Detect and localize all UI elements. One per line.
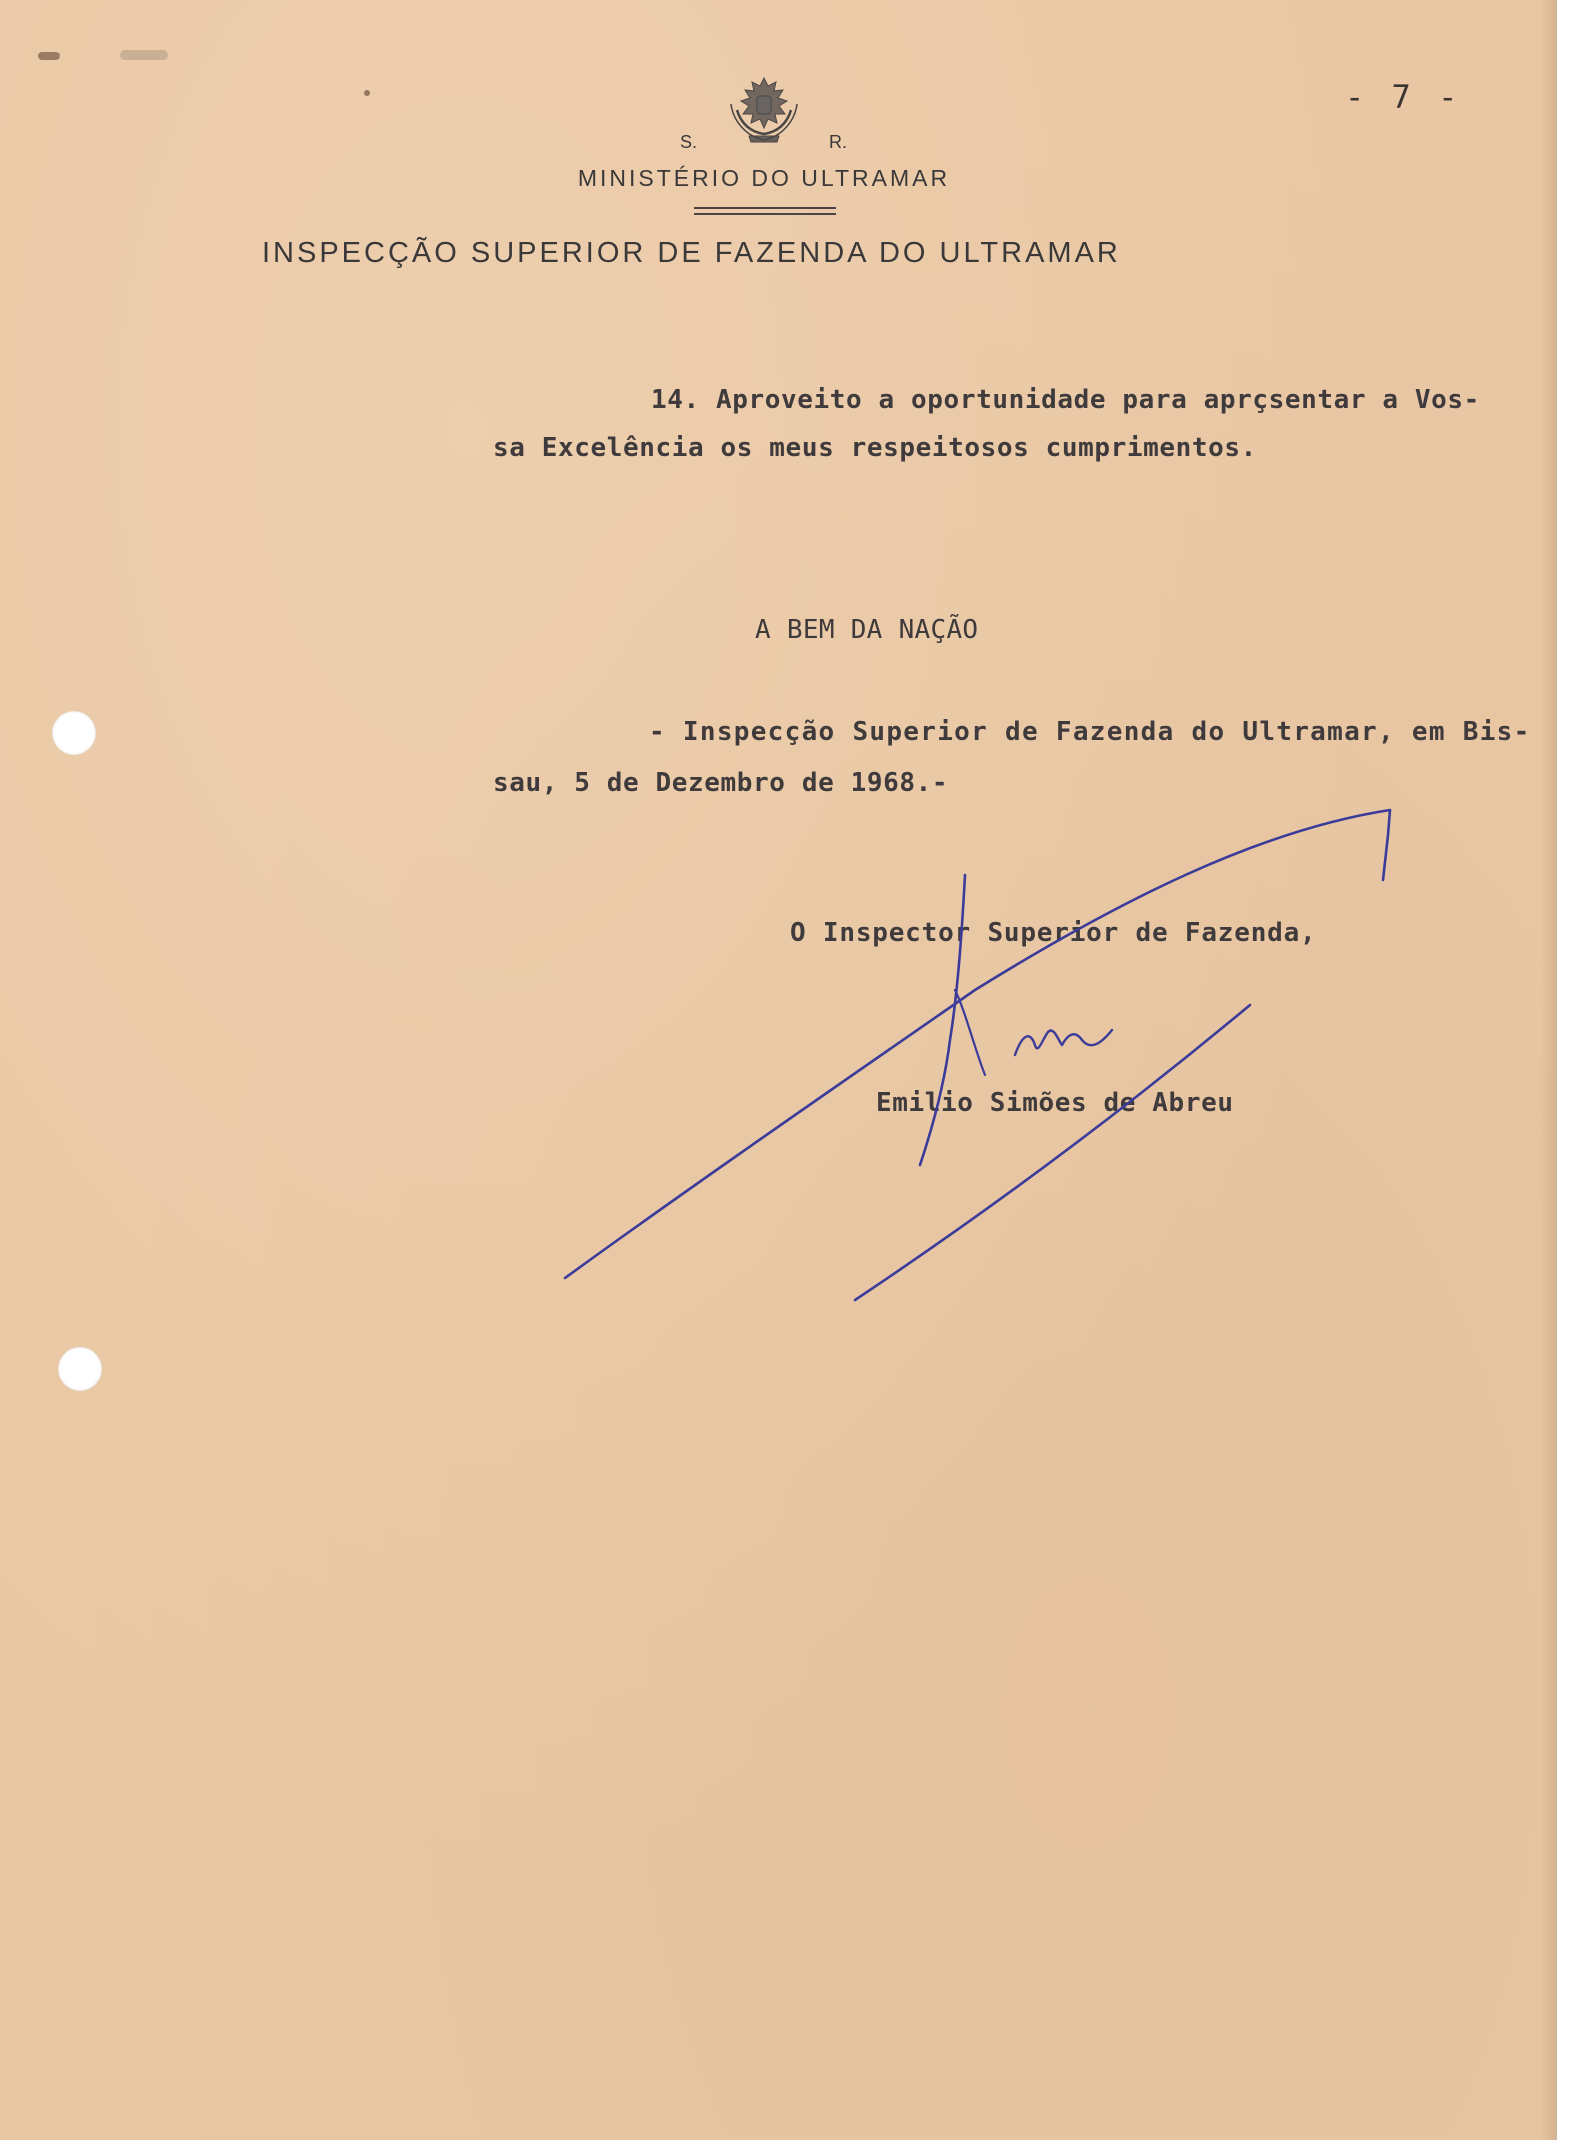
signer-name: Emilio Simões de Abreu <box>876 1088 1234 1118</box>
page-edge-shadow <box>1540 0 1555 2140</box>
place-date-line-2: sau, 5 de Dezembro de 1968.- <box>493 768 949 798</box>
closing-salutation: A BEM DA NAÇÃO <box>755 615 979 645</box>
department-name: INSPECÇÃO SUPERIOR DE FAZENDA DO ULTRAMAR <box>262 237 1121 269</box>
punch-hole-bottom <box>58 1347 102 1391</box>
emblem-letter-s: S. <box>680 132 698 152</box>
header-divider <box>694 213 836 215</box>
coat-of-arms-icon <box>719 74 809 146</box>
scan-margin <box>1555 0 1579 2140</box>
punch-hole-top <box>52 711 96 755</box>
emblem-letter-r: R. <box>829 132 847 152</box>
paper-stain <box>120 50 168 60</box>
paragraph-14-line-2: sa Excelência os meus respeitosos cumprimentos. <box>493 433 1257 463</box>
place-date-line-1: - Inspecção Superior de Fazenda do Ultramar, em Bis- <box>649 717 1531 747</box>
ministry-name: MINISTÉRIO DO ULTRAMAR <box>577 165 951 191</box>
paper-stain <box>364 90 370 96</box>
page-number: - 7 - <box>1345 78 1462 116</box>
paper-stain <box>38 52 60 60</box>
signer-title: O Inspector Superior de Fazenda, <box>790 918 1317 948</box>
paragraph-14-line-1: 14. Aproveito a oportunidade para aprçsentar a Vos- <box>651 385 1480 415</box>
header-divider <box>694 207 836 209</box>
